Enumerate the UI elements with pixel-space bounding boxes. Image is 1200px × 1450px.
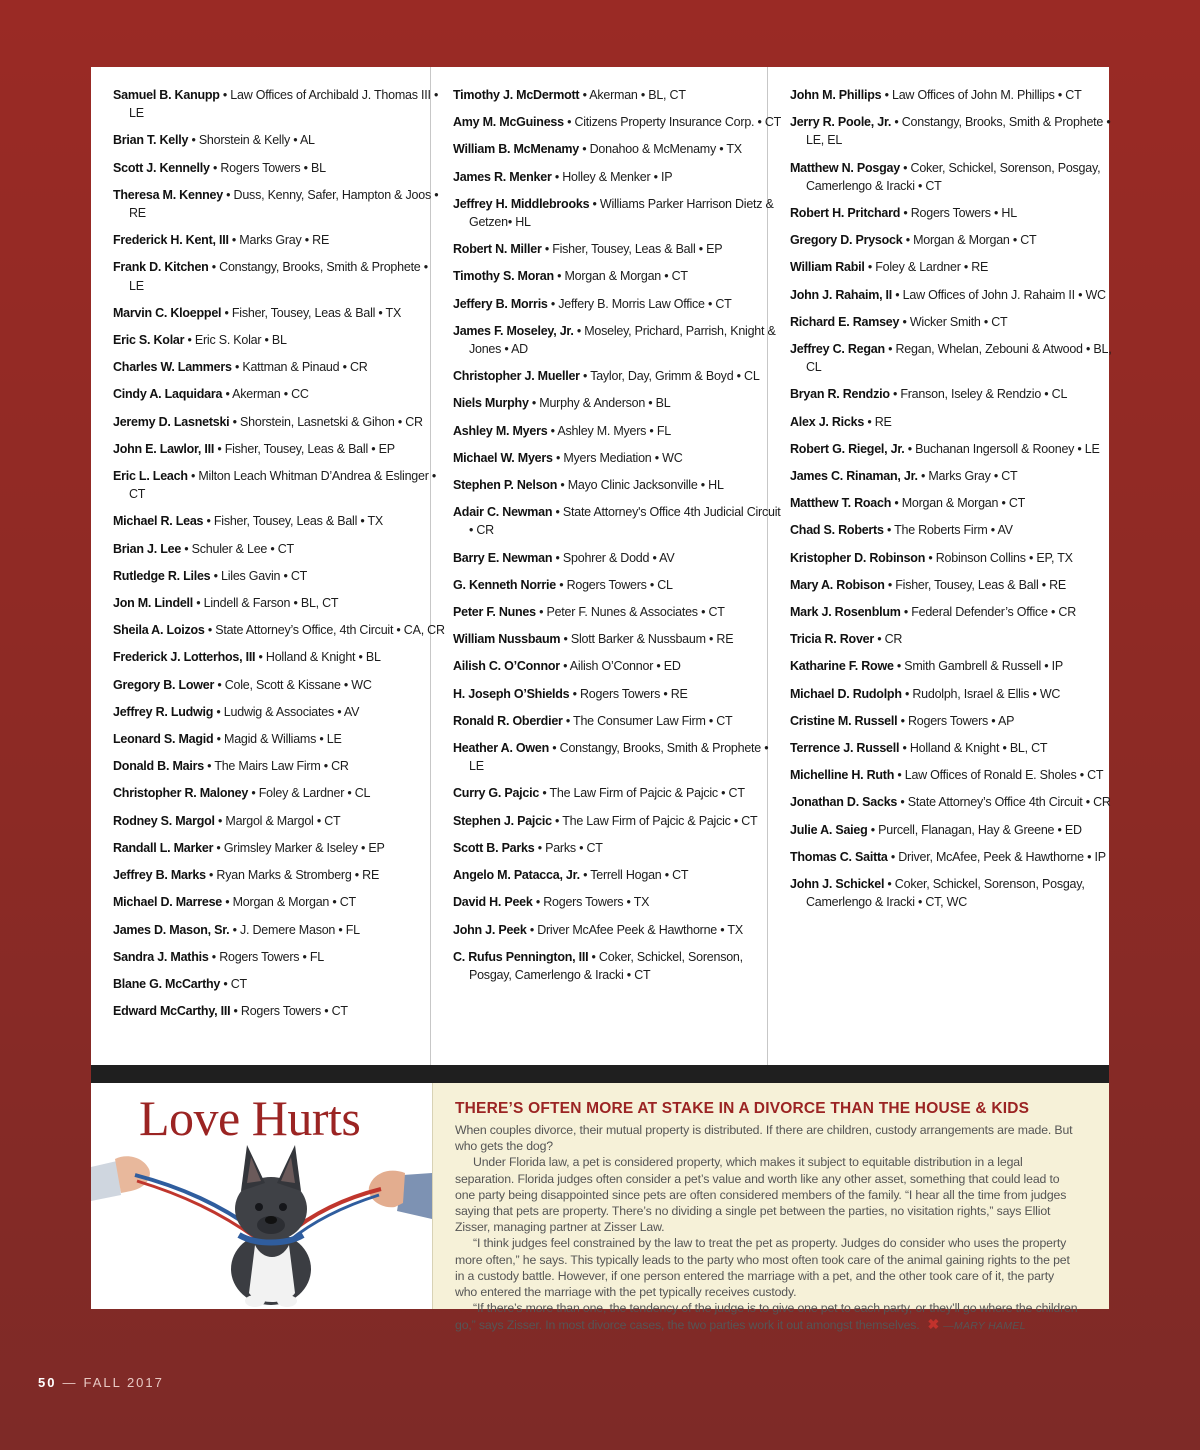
directory-entry: [113, 567, 445, 585]
directory-entry: [113, 1002, 445, 1020]
feature-article: [433, 1083, 1109, 1333]
directory-entry: [790, 521, 1124, 539]
attorney-firm-and-practice: • Murphy & Anderson • BL: [528, 395, 671, 411]
directory-entry: [790, 86, 1124, 104]
attorney-firm-and-practice: • Mayo Clinic Jacksonville • HL: [557, 477, 724, 493]
attorney-name: Marvin C. Kloeppel: [113, 304, 222, 320]
directory-entry: [113, 86, 445, 122]
directory-entry: [113, 812, 445, 830]
page-number: 50: [38, 1375, 57, 1390]
attorney-firm-and-practice: • Constangy, Brooks, Smith & Prophete • LE, EL: [805, 114, 1111, 148]
magazine-page: [91, 67, 1112, 1333]
attorney-name: Thomas C. Saitta: [790, 848, 888, 864]
directory-entry: [453, 893, 782, 911]
attorney-name: G. Kenneth Norrie: [453, 576, 556, 592]
directory-entry: [113, 413, 445, 431]
directory-entry: [113, 304, 445, 322]
page-footer: [38, 1375, 164, 1390]
directory-entry: [113, 258, 445, 294]
attorney-name: Kristopher D. Robinson: [790, 549, 926, 565]
attorney-firm-and-practice: • Fisher, Tousey, Leas & Ball • TX: [203, 513, 384, 529]
attorney-firm-and-practice: • CR: [874, 631, 903, 647]
directory-entry: [113, 621, 445, 639]
attorney-firm-and-practice: • Fisher, Tousey, Leas & Ball • RE: [884, 576, 1067, 592]
attorney-firm-and-practice: • Cole, Scott & Kissane • WC: [214, 676, 372, 692]
attorney-firm-and-practice: • Grimsley Marker & Iseley • EP: [213, 839, 385, 855]
directory-entry: [790, 793, 1124, 811]
directory-entry: [453, 712, 782, 730]
directory-entry: [453, 503, 782, 539]
attorney-name: Adair C. Newman: [453, 504, 553, 520]
attorney-name: James R. Menker: [453, 168, 552, 184]
attorney-name: Eric L. Leach: [113, 468, 188, 484]
attorney-name: Ronald R. Oberdier: [453, 712, 563, 728]
directory-entry: [790, 766, 1124, 784]
attorney-firm-and-practice: • Law Offices of John M. Phillips • CT: [881, 87, 1082, 102]
attorney-firm-and-practice: • Kattman & Pinaud • CR: [231, 359, 368, 375]
attorney-firm-and-practice: • Fisher, Tousey, Leas & Ball • EP: [541, 241, 723, 257]
directory-column-1: [91, 67, 445, 1065]
article-byline: —MARY HAMEL: [943, 1320, 1026, 1333]
directory-entry: [790, 204, 1124, 222]
attorney-name: Sheila A. Loizos: [113, 622, 205, 638]
directory-entry: [113, 839, 445, 857]
attorney-firm-and-practice: • Margol & Margol • CT: [214, 812, 341, 828]
attorney-name: Michelline H. Ruth: [790, 767, 895, 783]
attorney-name: Amy M. McGuiness: [453, 114, 564, 130]
attorney-firm-and-practice: • Marks Gray • RE: [228, 232, 330, 248]
attorney-name: Ashley M. Myers: [453, 422, 548, 438]
attorney-name: Charles W. Lammers: [113, 359, 232, 375]
directory-entry: [790, 630, 1124, 648]
directory-entry: [113, 512, 445, 530]
directory-entry: [453, 295, 782, 313]
attorney-name: Barry E. Newman: [453, 549, 553, 565]
attorney-name: Scott B. Parks: [453, 839, 535, 855]
article-paragraph-2: Under Florida law, a pet is considered property, which makes it subject to equitable distribution in a legal separation. Florida judges often consider a pet’s value and worth like any other asset, something that could lead to one party being disappointed since pets are often considered members of the family. “I hear all the time from judges saying that pets are property. There’s no dividing a single pet between the parties, no visitation rights,” says Elliot Zisser, managing partner at Zisser Law.: [455, 1155, 1067, 1235]
attorney-firm-and-practice: • Law Offices of John J. Rahaim II • WC: [892, 286, 1106, 302]
attorney-name: Robert H. Pritchard: [790, 205, 901, 221]
attorney-firm-and-practice: • Purcell, Flanagan, Hay & Greene • ED: [867, 821, 1082, 837]
directory-entry: [113, 757, 445, 775]
directory-entry: [453, 113, 782, 131]
attorney-name: Matthew N. Posgay: [790, 159, 900, 175]
attorney-firm-and-practice: • Constangy, Brooks, Smith & Prophete • LE: [128, 259, 428, 293]
directory-entry: [790, 413, 1124, 431]
attorney-firm-and-practice: • Moseley, Prichard, Parrish, Knight & Jones • AD: [468, 322, 776, 357]
directory-entry: [113, 703, 445, 721]
attorney-name: Jeffrey B. Marks: [113, 867, 206, 883]
attorney-firm-and-practice: • RE: [864, 413, 892, 429]
attorney-firm-and-practice: • Buchanan Ingersoll & Rooney • LE: [904, 440, 1100, 456]
attorney-firm-and-practice: • Rogers Towers • AP: [897, 712, 1015, 728]
directory-entry: [453, 839, 782, 857]
attorney-name: Jeffery B. Morris: [453, 295, 548, 311]
attorney-firm-and-practice: • Shorstein & Kelly • AL: [188, 132, 315, 148]
attorney-firm-and-practice: • Peter F. Nunes & Associates • CT: [535, 604, 725, 620]
attorney-firm-and-practice: • Taylor, Day, Grimm & Boyd • CL: [579, 368, 760, 384]
directory-entry: [453, 657, 782, 675]
attorney-name: Christopher J. Mueller: [453, 368, 580, 384]
attorney-name: James D. Mason, Sr.: [113, 921, 230, 937]
directory-entry: [790, 340, 1124, 376]
attorney-name: Jeffrey C. Regan: [790, 341, 885, 357]
attorney-name: Samuel B. Kanupp: [113, 87, 220, 102]
attorney-firm-and-practice: • Eric S. Kolar • BL: [184, 332, 287, 348]
attorney-firm-and-practice: • Fisher, Tousey, Leas & Ball • EP: [214, 440, 395, 456]
attorney-firm-and-practice: • Holland & Knight • BL: [255, 649, 381, 665]
attorney-firm-and-practice: • Liles Gavin • CT: [210, 567, 308, 583]
attorney-firm-and-practice: • Milton Leach Whitman D’Andrea & Eslinger • CT: [128, 468, 437, 502]
attorney-firm-and-practice: • Wicker Smith • CT: [899, 313, 1008, 329]
directory-entry: [790, 875, 1124, 911]
attorney-name: James C. Rinaman, Jr.: [790, 468, 918, 484]
attorney-name: Jerry R. Poole, Jr.: [790, 114, 892, 130]
attorney-name: Ailish C. O’Connor: [453, 658, 560, 674]
directory-entry: [113, 440, 445, 458]
attorney-name: Angelo M. Patacca, Jr.: [453, 867, 580, 883]
attorney-name: Michael D. Rudolph: [790, 685, 902, 701]
attorney-name: Jon M. Lindell: [113, 595, 194, 611]
directory-entry: [113, 866, 445, 884]
attorney-name: Alex J. Ricks: [790, 413, 865, 429]
attorney-firm-and-practice: • Smith Gambrell & Russell • IP: [893, 658, 1063, 674]
attorney-name: Mark J. Rosenblum: [790, 604, 901, 620]
attorney-firm-and-practice: • Terrell Hogan • CT: [579, 867, 689, 883]
attorney-name: Gregory B. Lower: [113, 676, 215, 692]
attorney-firm-and-practice: • State Attorney's Office 4th Judicial Circuit • CR: [468, 504, 781, 538]
directory-entry: [453, 367, 782, 385]
attorney-name: Jeffrey R. Ludwig: [113, 703, 214, 719]
attorney-name: Donald B. Mairs: [113, 758, 204, 774]
attorney-name: Leonard S. Magid: [113, 731, 214, 747]
attorney-firm-and-practice: • Ludwig & Associates • AV: [213, 703, 360, 719]
directory-entry: [790, 159, 1124, 195]
attorney-name: Curry G. Pajcic: [453, 785, 540, 801]
attorney-firm-and-practice: • Coker, Schickel, Sorenson, Posgay, Camerlengo & Iracki • CT: [468, 948, 743, 982]
attorney-name: Jeffrey H. Middlebrooks: [453, 195, 590, 211]
attorney-firm-and-practice: • Morgan & Morgan • CT: [553, 268, 688, 284]
attorney-firm-and-practice: • Rogers Towers • FL: [208, 948, 325, 964]
directory-entry: [453, 449, 782, 467]
attorney-name: Peter F. Nunes: [453, 604, 536, 620]
attorney-name: Randall L. Marker: [113, 839, 214, 855]
attorney-name: Gregory D. Prysock: [790, 232, 903, 248]
puppy-paw-left: [245, 1295, 265, 1307]
attorney-firm-and-practice: • J. Demere Mason • FL: [229, 921, 360, 937]
attorney-name: Michael D. Marrese: [113, 894, 223, 910]
section-divider-bar: [91, 1065, 1109, 1083]
directory-entry: [453, 948, 782, 984]
attorney-firm-and-practice: • Shorstein, Lasnetski & Gihon • CR: [229, 413, 423, 429]
directory-entry: [790, 286, 1124, 304]
directory-entry: [453, 240, 782, 258]
directory-entry: [113, 921, 445, 939]
attorney-firm-and-practice: • Marks Gray • CT: [917, 468, 1018, 484]
attorney-firm-and-practice: • The Mairs Law Firm • CR: [203, 758, 349, 774]
attorney-firm-and-practice: • Akerman • CC: [222, 386, 309, 402]
directory-entry: [790, 603, 1124, 621]
attorney-firm-and-practice: • Magid & Williams • LE: [213, 731, 342, 747]
directory-entry: [453, 476, 782, 494]
attorney-firm-and-practice: • Spohrer & Dodd • AV: [552, 549, 675, 565]
issue-label: FALL 2017: [83, 1375, 164, 1390]
directory-entry: [790, 313, 1124, 331]
directory-entry: [113, 594, 445, 612]
attorney-firm-and-practice: • Fisher, Tousey, Leas & Ball • TX: [221, 304, 402, 320]
attorney-name: James F. Moseley, Jr.: [453, 322, 574, 338]
directory-entry: [453, 394, 782, 412]
attorney-firm-and-practice: • Jeffery B. Morris Law Office • CT: [547, 295, 732, 311]
attorney-firm-and-practice: • Coker, Schickel, Sorenson, Posgay, Camerlengo & Iracki • CT: [805, 159, 1101, 193]
attorney-name: Michael W. Myers: [453, 449, 553, 465]
directory-entry: [113, 893, 445, 911]
puppy-eye-left: [255, 1203, 263, 1211]
directory-entry: [113, 730, 445, 748]
directory-entry: [453, 422, 782, 440]
attorney-firm-and-practice: • Williams Parker Harrison Dietz & Getzen• HL: [468, 195, 774, 230]
attorney-name: Edward McCarthy, III: [113, 1003, 231, 1019]
attorney-name: C. Rufus Pennington, III: [453, 948, 589, 964]
directory-entry: [113, 676, 445, 694]
article-headline: THERE’S OFTEN MORE AT STAKE IN A DIVORCE THAN THE HOUSE & KIDS: [455, 1100, 1030, 1117]
attorney-firm-and-practice: • Rogers Towers • HL: [900, 205, 1017, 221]
directory-entry: [790, 258, 1124, 276]
attorney-name: Mary A. Robison: [790, 576, 885, 592]
attorney-name: Stephen P. Nelson: [453, 477, 558, 493]
attorney-directory: [91, 67, 1112, 1065]
attorney-name: Rodney S. Margol: [113, 812, 215, 828]
attorney-firm-and-practice: • Myers Mediation • WC: [552, 449, 683, 465]
attorney-name: H. Joseph O’Shields: [453, 685, 570, 701]
attorney-firm-and-practice: • Rogers Towers • CT: [230, 1003, 348, 1019]
attorney-name: William Nussbaum: [453, 631, 561, 647]
attorney-name: Heather A. Owen: [453, 740, 550, 756]
attorney-firm-and-practice: • Rudolph, Israel & Ellis • WC: [901, 685, 1061, 701]
attorney-name: Frederick H. Kent, III: [113, 232, 229, 248]
directory-entry: [790, 231, 1124, 249]
directory-entry: [453, 866, 782, 884]
attorney-firm-and-practice: • Constangy, Brooks, Smith & Prophete • LE: [468, 740, 769, 774]
attorney-name: John M. Phillips: [790, 87, 882, 102]
directory-entry: [453, 86, 782, 104]
attorney-name: Jonathan D. Sacks: [790, 794, 898, 810]
directory-entry: [113, 331, 445, 349]
directory-entry: [790, 657, 1124, 675]
article-paragraph-3: “I think judges feel constrained by the law to treat the pet as property. Judges do consider who uses the property more often,” he says. This typically leads to the party who most often took care of the animal gaining rights to the pet in a custody battle. However, if one person entered the marriage with a pet, and the other took care of it, the party who entered the marriage with the pet typically receives custody.: [455, 1236, 1070, 1300]
feature-image-panel: [91, 1083, 433, 1309]
attorney-name: Michael R. Leas: [113, 513, 204, 529]
directory-entry: [453, 168, 782, 186]
attorney-name: Cindy A. Laquidara: [113, 386, 223, 402]
attorney-name: Eric S. Kolar: [113, 332, 185, 348]
directory-entry: [453, 603, 782, 621]
directory-entry: [113, 385, 445, 403]
directory-entry: [113, 948, 445, 966]
directory-entry: [790, 549, 1124, 567]
puppy-eye-right: [279, 1203, 287, 1211]
attorney-firm-and-practice: • State Attorney’s Office 4th Circuit • CR: [897, 794, 1111, 810]
attorney-firm-and-practice: • Regan, Whelan, Zebouni & Atwood • BL, CL: [805, 341, 1112, 375]
directory-entry: [113, 159, 445, 177]
attorney-firm-and-practice: • Citizens Property Insurance Corp. • CT: [563, 114, 782, 130]
directory-entry: [453, 739, 782, 775]
directory-entry: [113, 131, 445, 149]
directory-entry: [113, 540, 445, 558]
attorney-name: Katharine F. Rowe: [790, 658, 894, 674]
attorney-name: Matthew T. Roach: [790, 495, 892, 511]
puppy-nose: [265, 1216, 277, 1224]
directory-entry: [453, 784, 782, 802]
attorney-firm-and-practice: • Law Offices of Ronald E. Sholes • CT: [894, 767, 1104, 783]
directory-entry: [453, 549, 782, 567]
directory-entry: [790, 685, 1124, 703]
attorney-name: Timothy J. McDermott: [453, 87, 580, 102]
attorney-firm-and-practice: • Holley & Menker • IP: [551, 168, 673, 184]
directory-entry: [790, 494, 1124, 512]
directory-entry: [790, 576, 1124, 594]
attorney-firm-and-practice: • Donahoo & McMenamy • TX: [579, 141, 742, 157]
directory-entry: [790, 712, 1124, 730]
attorney-name: John E. Lawlor, III: [113, 440, 215, 456]
attorney-firm-and-practice: • Parks • CT: [534, 839, 603, 855]
attorney-name: Blane G. McCarthy: [113, 975, 221, 991]
attorney-name: David H. Peek: [453, 894, 533, 910]
attorney-name: Jeremy D. Lasnetski: [113, 413, 230, 429]
attorney-name: Frederick J. Lotterhos, III: [113, 649, 256, 665]
attorney-name: Chad S. Roberts: [790, 522, 884, 538]
attorney-name: John J. Rahaim, II: [790, 286, 893, 302]
attorney-firm-and-practice: • Ryan Marks & Stromberg • RE: [205, 867, 380, 883]
attorney-name: Cristine M. Russell: [790, 712, 898, 728]
attorney-name: John J. Schickel: [790, 876, 885, 892]
directory-entry: [790, 113, 1124, 149]
attorney-name: Niels Murphy: [453, 395, 529, 411]
attorney-name: Stephen J. Pajcic: [453, 812, 552, 828]
attorney-firm-and-practice: • The Law Firm of Pajcic & Pajcic • CT: [539, 785, 745, 801]
attorney-firm-and-practice: • Schuler & Lee • CT: [181, 540, 294, 556]
attorney-name: Christopher R. Maloney: [113, 785, 249, 801]
attorney-firm-and-practice: • Federal Defender’s Office • CR: [900, 604, 1076, 620]
attorney-firm-and-practice: • Morgan & Morgan • CT: [891, 495, 1026, 511]
directory-entry: [790, 821, 1124, 839]
attorney-firm-and-practice: • Driver McAfee Peek & Hawthorne • TX: [526, 921, 743, 937]
attorney-name: William Rabil: [790, 259, 865, 275]
directory-entry: [790, 385, 1124, 403]
attorney-name: Robert N. Miller: [453, 241, 542, 257]
directory-entry: [790, 467, 1124, 485]
attorney-firm-and-practice: • Rogers Towers • TX: [532, 894, 650, 910]
directory-entry: [453, 322, 782, 358]
attorney-firm-and-practice: • Rogers Towers • BL: [209, 159, 326, 175]
directory-entry: [453, 921, 782, 939]
attorney-name: Theresa M. Kenney: [113, 186, 223, 202]
feature-title: Love Hurts: [139, 1090, 361, 1146]
directory-entry: [453, 195, 782, 231]
attorney-name: Sandra J. Mathis: [113, 948, 209, 964]
attorney-firm-and-practice: • Robinson Collins • EP, TX: [925, 549, 1073, 565]
attorney-name: Frank D. Kitchen: [113, 259, 209, 275]
directory-column-2: [431, 67, 782, 1065]
attorney-name: William B. McMenamy: [453, 141, 580, 157]
directory-entry: [453, 685, 782, 703]
directory-entry: [113, 358, 445, 376]
attorney-firm-and-practice: • Law Offices of Archibald J. Thomas III • LE: [128, 87, 439, 121]
attorney-name: Tricia R. Rover: [790, 631, 875, 647]
attorney-name: Scott J. Kennelly: [113, 159, 210, 175]
attorney-firm-and-practice: • Foley & Lardner • CL: [248, 785, 371, 801]
attorney-firm-and-practice: • Franson, Iseley & Rendzio • CL: [889, 386, 1068, 402]
left-hand: [115, 1156, 150, 1193]
attorney-firm-and-practice: • The Consumer Law Firm • CT: [562, 712, 733, 728]
attorney-name: Richard E. Ramsey: [790, 313, 900, 329]
attorney-firm-and-practice: • State Attorney’s Office, 4th Circuit • CA, CR: [204, 622, 445, 638]
attorney-firm-and-practice: • The Roberts Firm • AV: [883, 522, 1013, 538]
attorney-name: Bryan R. Rendzio: [790, 386, 890, 402]
directory-entry: [113, 784, 445, 802]
attorney-firm-and-practice: • Foley & Lardner • RE: [864, 259, 989, 275]
directory-entry: [113, 648, 445, 666]
attorney-firm-and-practice: • Akerman • BL, CT: [579, 87, 686, 102]
puppy-paw-right: [277, 1295, 297, 1307]
directory-entry: [113, 186, 445, 222]
directory-entry: [453, 140, 782, 158]
attorney-firm-and-practice: • Slott Barker & Nussbaum • RE: [560, 631, 734, 647]
directory-entry: [113, 467, 445, 503]
attorney-firm-and-practice: • The Law Firm of Pajcic & Pajcic • CT: [551, 812, 758, 828]
directory-entry: [790, 848, 1124, 866]
directory-entry: [790, 440, 1124, 458]
attorney-name: Robert G. Riegel, Jr.: [790, 440, 905, 456]
attorney-firm-and-practice: • Coker, Schickel, Sorenson, Posgay, Camerlengo & Iracki • CT, WC: [805, 876, 1085, 910]
attorney-firm-and-practice: • Driver, McAfee, Peek & Hawthorne • IP: [887, 848, 1106, 864]
directory-entry: [453, 812, 782, 830]
end-mark-icon: ✖: [927, 1316, 940, 1333]
attorney-name: Terrence J. Russell: [790, 740, 900, 756]
attorney-firm-and-practice: • Rogers Towers • RE: [569, 685, 688, 701]
directory-entry: [453, 630, 782, 648]
attorney-firm-and-practice: • Ailish O’Connor • ED: [559, 658, 681, 674]
attorney-firm-and-practice: • Ashley M. Myers • FL: [547, 422, 671, 438]
directory-entry: [113, 231, 445, 249]
article-paragraph-1: When couples divorce, their mutual property is distributed. If there are children, custody arrangements are made. But who gets the dog?: [455, 1123, 1073, 1154]
directory-entry: [453, 267, 782, 285]
attorney-firm-and-practice: • Lindell & Farson • BL, CT: [193, 595, 339, 611]
article-paragraph-4-text: “If there’s more than one, the tendency of the judge is to give one pet to each party, or they’ll go where the children go,” says Zisser. In most divorce cases, the two parties work it out amongst themselves.: [455, 1301, 1078, 1333]
attorney-firm-and-practice: • CT: [220, 975, 247, 991]
attorney-firm-and-practice: • Morgan & Morgan • CT: [222, 894, 356, 910]
attorney-name: Brian J. Lee: [113, 540, 182, 556]
directory-entry: [113, 975, 445, 993]
attorney-name: Rutledge R. Liles: [113, 567, 211, 583]
attorney-firm-and-practice: • Duss, Kenny, Safer, Hampton & Joos • RE: [128, 186, 439, 221]
attorney-name: Timothy S. Moran: [453, 268, 554, 284]
attorney-name: John J. Peek: [453, 921, 527, 937]
attorney-firm-and-practice: • Morgan & Morgan • CT: [902, 232, 1037, 248]
directory-entry: [790, 739, 1124, 757]
attorney-name: Brian T. Kelly: [113, 132, 189, 148]
article-paragraph-4: [455, 1300, 1079, 1334]
footer-separator: —: [62, 1375, 78, 1390]
attorney-name: Julie A. Saieg: [790, 821, 868, 837]
directory-entry: [453, 576, 782, 594]
directory-column-3: [768, 67, 1112, 1065]
attorney-firm-and-practice: • Holland & Knight • BL, CT: [899, 740, 1048, 756]
attorney-firm-and-practice: • Rogers Towers • CL: [555, 576, 673, 592]
